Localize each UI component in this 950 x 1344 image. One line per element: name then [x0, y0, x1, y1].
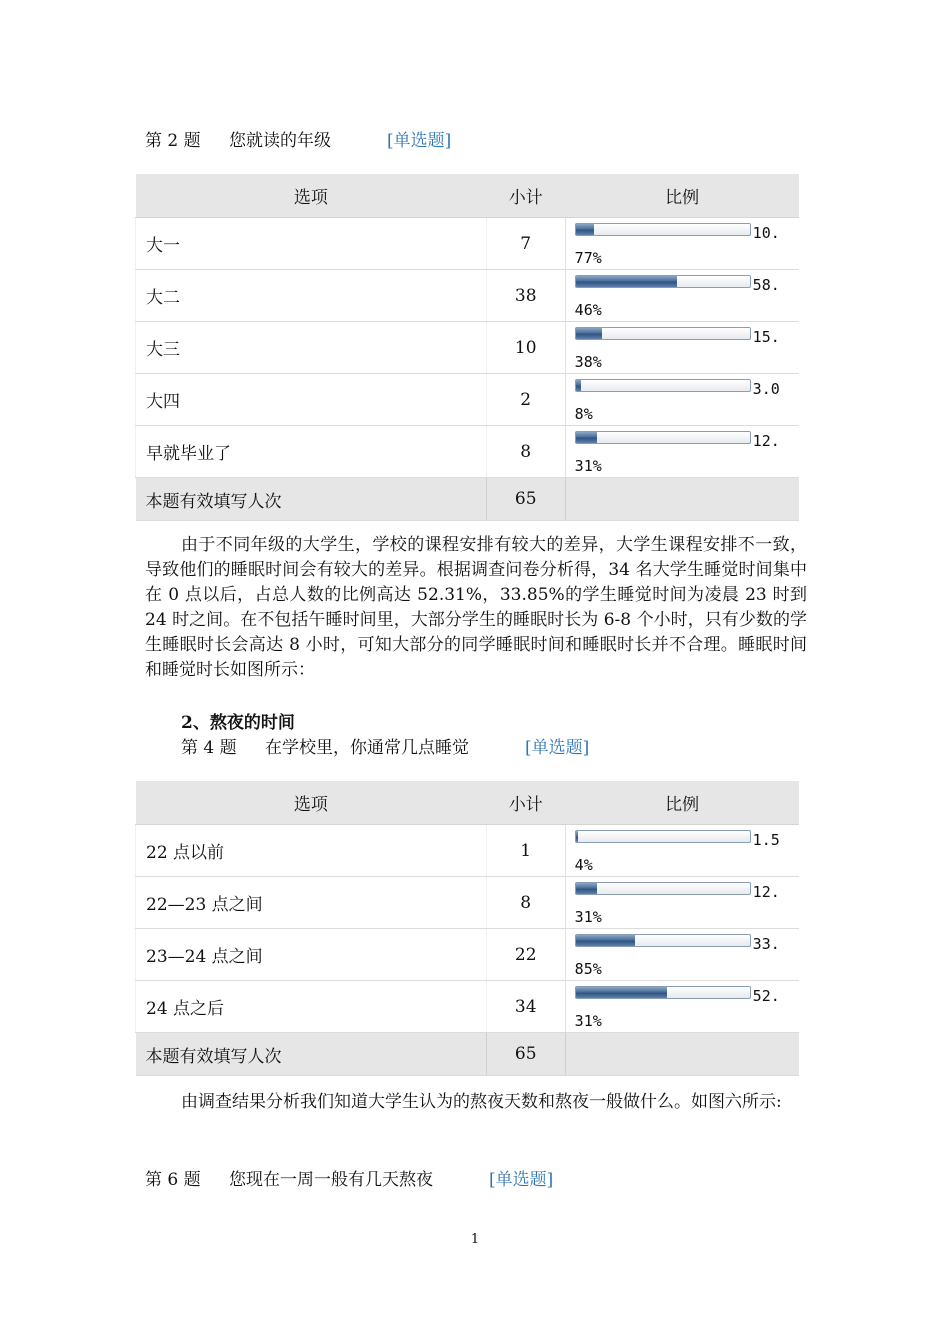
ratio-bar	[575, 934, 751, 947]
option-label: 大一	[136, 218, 487, 270]
question-type-label: [单选题]	[525, 738, 590, 758]
ratio-bar	[575, 223, 751, 236]
table-row	[136, 270, 800, 322]
table-row	[136, 929, 800, 981]
ratio-cell	[565, 877, 799, 929]
option-label: 大三	[136, 322, 487, 374]
total-label: 本题有效填写人次	[136, 1033, 487, 1076]
ratio-bar	[575, 327, 751, 340]
option-count: 34	[486, 981, 565, 1033]
ratio-bar	[575, 830, 751, 843]
ratio-percent-part1: 33.	[752, 935, 780, 953]
ratio-percent-part1: 12.	[752, 432, 780, 450]
total-count: 65	[486, 478, 565, 521]
question-6-heading	[145, 1165, 553, 1190]
ratio-bar	[575, 431, 751, 444]
header-ratio: 比例	[565, 174, 799, 218]
ratio-percent-part2: 4%	[574, 856, 593, 874]
ratio-cell	[565, 426, 799, 478]
ratio-percent-part2: 38%	[574, 353, 602, 371]
ratio-percent-part1: 58.	[752, 276, 780, 294]
ratio-percent-part2: 31%	[574, 457, 602, 475]
option-count: 8	[486, 426, 565, 478]
question-title: 您就读的年级	[229, 131, 331, 151]
ratio-bar-fill	[576, 987, 667, 998]
analysis-paragraph-1: 由于不同年级的大学生，学校的课程安排有较大的差异，大学生课程安排不一致，导致他们的睡眠时间会有较大的差异。根据调查问卷分析得，34 名大学生睡觉时间集中在 0 点以后，占总人数的比例高达 52.31%，33.85%的学生睡觉时间为凌晨 23 时到 24 时之间。在不包括午睡时间里，大部分学生的睡眠时长为 6-8 个小时，只有少数的学生睡眠时长会高达 8 小时，可知大部分的同学睡眠时间和睡眠时长并不合理。睡眠时间和睡觉时长如图所示：	[145, 535, 807, 680]
ratio-bar-fill	[576, 328, 603, 339]
ratio-bar-fill	[576, 380, 581, 391]
ratio-percent-part2: 31%	[574, 908, 602, 926]
table-row	[136, 825, 800, 877]
question-type-label: [单选题]	[387, 131, 452, 151]
question-type-label: [单选题]	[489, 1170, 554, 1190]
question-title: 在学校里，你通常几点睡觉	[265, 738, 469, 758]
ratio-bar	[575, 275, 751, 288]
header-ratio: 比例	[565, 781, 799, 825]
option-label: 大四	[136, 374, 487, 426]
option-count: 22	[486, 929, 565, 981]
option-label: 24 点之后	[136, 981, 487, 1033]
ratio-percent-part1: 10.	[752, 224, 780, 242]
total-count: 65	[486, 1033, 565, 1076]
ratio-percent-part1: 52.	[752, 987, 780, 1005]
header-count: 小计	[486, 781, 565, 825]
total-ratio-empty	[565, 478, 799, 521]
ratio-cell	[565, 218, 799, 270]
ratio-cell	[565, 270, 799, 322]
ratio-percent-part1: 15.	[752, 328, 780, 346]
option-count: 1	[486, 825, 565, 877]
question-2-results-table	[135, 174, 799, 521]
ratio-bar	[575, 882, 751, 895]
ratio-cell	[565, 374, 799, 426]
ratio-percent-part2: 8%	[574, 405, 593, 423]
table-row	[136, 981, 800, 1033]
option-count: 7	[486, 218, 565, 270]
option-label: 23—24 点之间	[136, 929, 487, 981]
ratio-bar-fill	[576, 831, 579, 842]
ratio-bar	[575, 379, 751, 392]
ratio-percent-part1: 1.5	[752, 831, 780, 849]
ratio-percent-part2: 31%	[574, 1012, 602, 1030]
table-row	[136, 374, 800, 426]
ratio-percent-part2: 46%	[574, 301, 602, 319]
question-number: 第 2 题	[145, 131, 201, 151]
ratio-cell	[565, 981, 799, 1033]
option-count: 2	[486, 374, 565, 426]
table-row	[136, 426, 800, 478]
ratio-bar-fill	[576, 276, 678, 287]
question-4-results-table	[135, 781, 799, 1076]
ratio-percent-part1: 12.	[752, 883, 780, 901]
ratio-cell	[565, 322, 799, 374]
question-number: 第 4 题	[181, 738, 237, 758]
ratio-cell	[565, 929, 799, 981]
question-4-heading	[181, 733, 589, 758]
page-number: 1	[470, 1232, 480, 1247]
table-row	[136, 877, 800, 929]
ratio-percent-part1: 3.0	[752, 380, 780, 398]
ratio-bar	[575, 986, 751, 999]
total-label: 本题有效填写人次	[136, 478, 487, 521]
question-title: 您现在一周一般有几天熬夜	[229, 1170, 433, 1190]
analysis-paragraph-2: 由调查结果分析我们知道大学生认为的熬夜天数和熬夜一般做什么。如图六所示:	[181, 1092, 782, 1112]
total-row	[136, 1033, 800, 1076]
ratio-bar-fill	[576, 224, 595, 235]
total-row	[136, 478, 800, 521]
header-count: 小计	[486, 174, 565, 218]
option-count: 10	[486, 322, 565, 374]
ratio-bar-fill	[576, 883, 597, 894]
header-option: 选项	[136, 174, 487, 218]
ratio-percent-part2: 77%	[574, 249, 602, 267]
option-label: 22—23 点之间	[136, 877, 487, 929]
ratio-cell	[565, 825, 799, 877]
header-option: 选项	[136, 781, 487, 825]
question-2-heading	[145, 126, 451, 151]
option-label: 22 点以前	[136, 825, 487, 877]
option-label: 早就毕业了	[136, 426, 487, 478]
ratio-percent-part2: 85%	[574, 960, 602, 978]
total-ratio-empty	[565, 1033, 799, 1076]
option-count: 8	[486, 877, 565, 929]
option-count: 38	[486, 270, 565, 322]
ratio-bar-fill	[576, 935, 635, 946]
section-title-stay-up-time: 2、熬夜的时间	[181, 713, 295, 733]
question-number: 第 6 题	[145, 1170, 201, 1190]
ratio-bar-fill	[576, 432, 597, 443]
table-row	[136, 322, 800, 374]
option-label: 大二	[136, 270, 487, 322]
table-row	[136, 218, 800, 270]
